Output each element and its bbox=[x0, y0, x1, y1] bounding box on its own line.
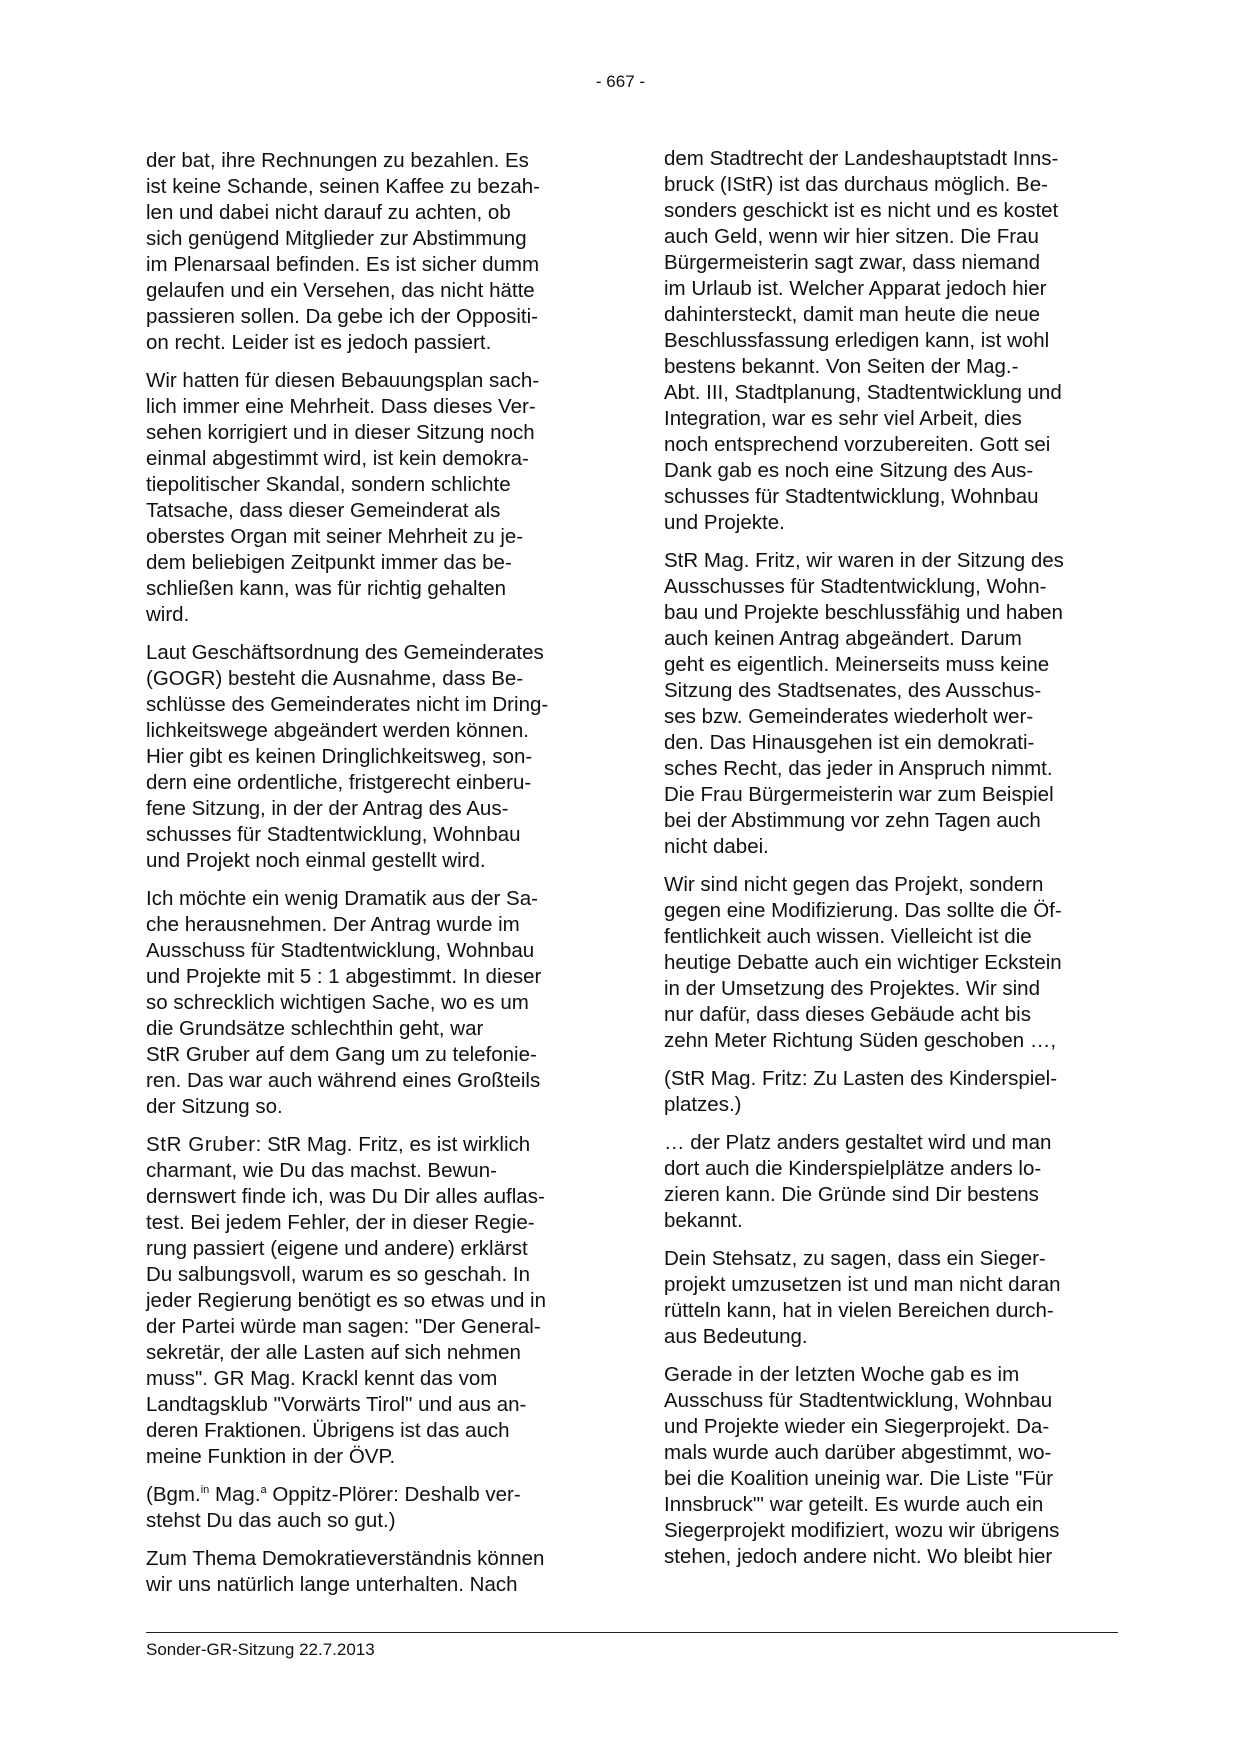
paragraph: Gerade in der letzten Woche gab es im Ausschuss für Stadtentwicklung, Wohnbau und Projekte wieder ein Siegerprojekt. Da- mals wurde auch darüber abgestimmt, wo- bei die Koalition uneinig war. Die Liste "Für Innsbruck"' war geteilt. Es wurde auch ein Siegerprojekt modifiziert, wozu wir übrigens stehen, jedoch andere nicht. Wo bleibt hier bbox=[664, 1363, 1060, 1568]
paragraph: Laut Geschäftsordnung des Gemeinderates (GOGR) besteht die Ausnahme, dass Be- schlüsse des Gemeinderates nicht im Dring- lichkeitswege abgeändert werden können. Hier gibt es keinen Dringlichkeitsweg, son- dern eine ordentliche, fristgerecht einberu- fene Sitzung, in der der Antrag des Aus- schusses für Stadtentwicklung, Wohnbau und Projekt noch einmal gestellt wird. bbox=[146, 641, 549, 872]
footer-divider bbox=[146, 1632, 1118, 1633]
page-number: - 667 - bbox=[595, 72, 646, 91]
paragraph: Dein Stehsatz, zu sagen, dass ein Sieger- projekt umzusetzen ist und man nicht daran rütteln kann, hat in vielen Bereichen durch- aus Bedeutung. bbox=[664, 1247, 1061, 1348]
paragraph: der bat, ihre Rechnungen zu bezahlen. Es ist keine Schande, seinen Kaffee zu bezah- len und dabei nicht darauf zu achten, ob sich genügend Mitglieder zur Abstimmung im Plenarsaal befinden. Es ist sicher dumm gelaufen und ein Versehen, das nicht hätte passieren sollen. Da gebe ich der Oppositi- on recht. Leider ist es jedoch passiert. bbox=[146, 149, 540, 354]
speech-text: : StR Mag. Fritz, es ist wirklich charmant, wie Du das machst. Bewun- dernswert finde ich, was Du Dir alles auflas- test. Bei jedem Fehler, der in dieser Regie- rung passiert (eigene und andere) erklärst Du salbungsvoll, warum es so geschah. In jeder Regierung benötigt es so etwas und in der Partei würde man sagen: "Der General- sekretär, der alle Lasten auf sich nehmen muss". GR Mag. Krackl kennt das vom Landtagsklub "Vorwärts Tirol" und aus an- deren Fraktionen. Übrigens ist das auch meine Funktion in der ÖVP. bbox=[146, 1133, 547, 1468]
paragraph: Wir hatten für diesen Bebauungsplan sach- lich immer eine Mehrheit. Dass dieses Ver- sehen korrigiert und in dieser Sitzung noch einmal abgestimmt wird, ist kein demokra- tiepolitischer Skandal, sondern schlichte Tatsache, dass dieser Gemeinderat als oberstes Organ mit seiner Mehrheit zu je- dem beliebigen Zeitpunkt immer das be- schließen kann, was für richtig gehalten wird. bbox=[146, 369, 540, 626]
paragraph: dem Stadtrecht der Landeshauptstadt Inns- bruck (IStR) ist das durchaus möglich. Be- sonders geschickt ist es nicht und es kostet auch Geld, wenn wir hier sitzen. Die Frau Bürgermeisterin sagt zwar, dass niemand im Urlaub ist. Welcher Apparat jedoch hier dahintersteckt, damit man heute die neue Beschlussfassung erledigen kann, ist wohl bestens bekannt. Von Seiten der Mag.- Abt. III, Stadtplanung, Stadtentwicklung und Integration, war es sehr viel Arbeit, dies noch entsprechend vorzubereiten. Gott sei Dank gab es noch eine Sitzung des Aus- schusses für Stadtentwicklung, Wohnbau und Projekte. bbox=[664, 147, 1062, 534]
interjection-text: Mag. bbox=[209, 1483, 261, 1506]
interjection bbox=[146, 1482, 598, 1534]
paragraph: … der Platz anders gestaltet wird und man dort auch die Kinderspielplätze anders lo- zieren kann. Die Gründe sind Dir bestens bekannt. bbox=[664, 1131, 1052, 1232]
interjection-text: (Bgm. bbox=[146, 1483, 201, 1506]
paragraph: Ich möchte ein wenig Dramatik aus der Sa- che herausnehmen. Der Antrag wurde im Ausschuss für Stadtentwicklung, Wohnbau und Projekte mit 5 : 1 abgestimmt. In dieser so schrecklich wichtigen Sache, wo es um die Grundsätze schlechthin geht, war StR Gruber auf dem Gang um zu telefonie- ren. Das war auch während eines Großteils der Sitzung so. bbox=[146, 887, 542, 1118]
interjection-text: Oppitz-Plörer: Deshalb ver- stehst Du das auch so gut.) bbox=[146, 1483, 521, 1532]
footer-text: Sonder-GR-Sitzung 22.7.2013 bbox=[146, 1640, 375, 1659]
paragraph: Zum Thema Demokratieverständnis können wir uns natürlich lange unterhalten. Nach bbox=[146, 1547, 545, 1596]
paragraph: Wir sind nicht gegen das Projekt, sondern gegen eine Modifizierung. Das sollte die Öf- fentlichkeit auch wissen. Vielleicht ist die heutige Debatte auch ein wichtiger Eckstein in der Umsetzung des Projektes. Wir sind nur dafür, dass dieses Gebäude acht bis zehn Meter Richtung Süden geschoben …, bbox=[664, 873, 1062, 1052]
superscript: in bbox=[200, 1484, 210, 1497]
interjection: (StR Mag. Fritz: Zu Lasten des Kinderspiel- platzes.) bbox=[664, 1067, 1058, 1116]
speech-paragraph bbox=[146, 1132, 598, 1470]
left-column bbox=[146, 148, 598, 1610]
speaker-name: StR Gruber bbox=[146, 1133, 256, 1156]
right-column bbox=[664, 146, 1119, 1582]
paragraph: StR Mag. Fritz, wir waren in der Sitzung des Ausschusses für Stadtentwicklung, Wohn- bau und Projekte beschlussfähig und haben auch keinen Antrag abgeändert. Darum geht es eigentlich. Meinerseits muss keine Sitzung des Stadtsenates, des Ausschus- ses bzw. Gemeinderates wiederholt wer- den. Das Hinausgehen ist ein demokrati- sches Recht, das jeder in Anspruch nimmt. Die Frau Bürgermeisterin war zum Beispiel bei der Abstimmung vor zehn Tagen auch nicht dabei. bbox=[664, 549, 1064, 858]
superscript: a bbox=[260, 1484, 267, 1497]
